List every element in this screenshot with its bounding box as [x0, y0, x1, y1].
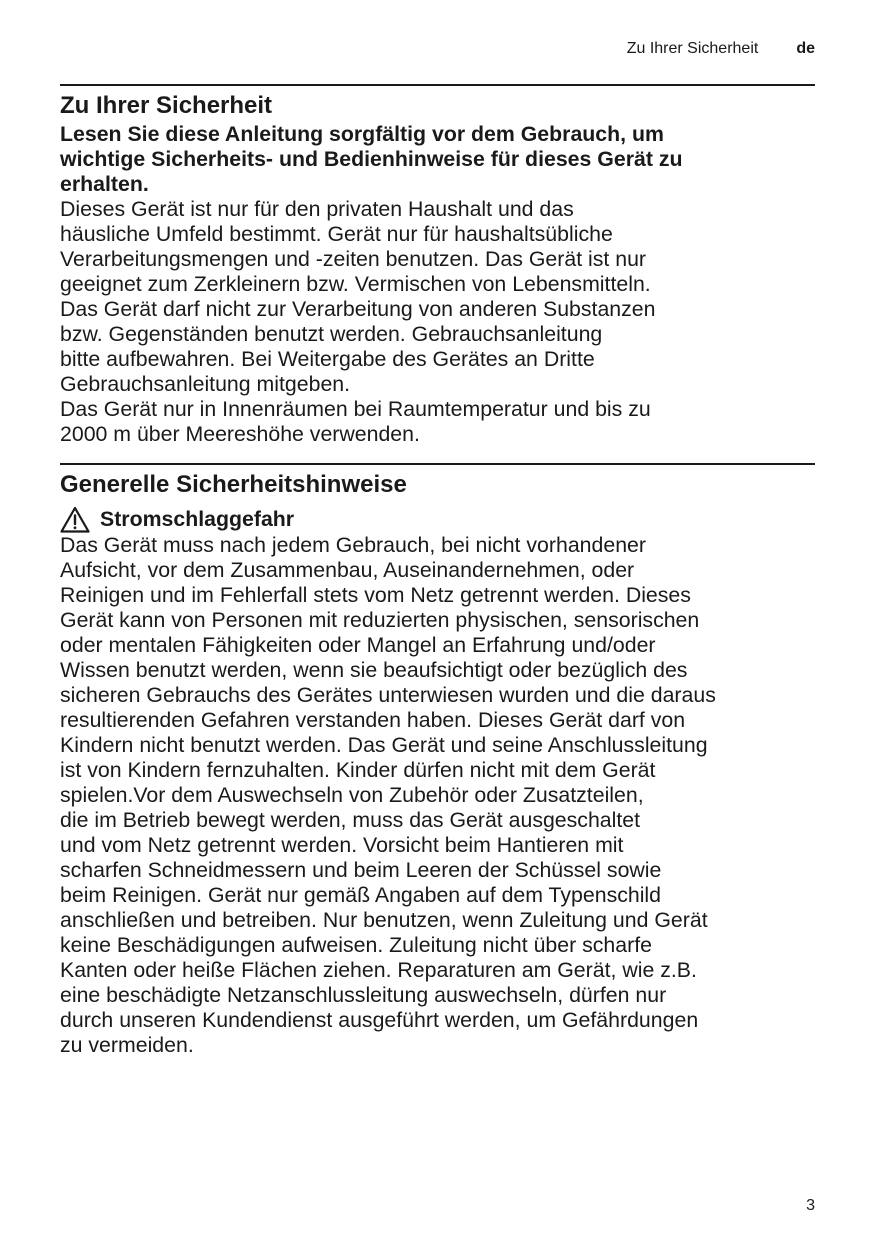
section-heading: Generelle Sicherheitshinweise	[60, 471, 407, 498]
running-header-title: Zu Ihrer Sicherheit	[626, 40, 759, 57]
warning-heading	[60, 506, 820, 533]
section-general-safety	[60, 469, 820, 1058]
section-safety-intro	[60, 90, 820, 447]
intro-bold-paragraph: Lesen Sie diese Anleitung sorgfältig vor dem Gebrauch, um wichtige Sicherheits- und Bedienhinweise für dieses Gerät zu erhalten.	[60, 122, 683, 196]
page-number: 3	[806, 1197, 815, 1214]
warning-triangle-icon	[60, 506, 90, 533]
section-divider-top	[60, 84, 815, 86]
running-header	[627, 40, 815, 58]
warning-title: Stromschlaggefahr	[100, 507, 295, 531]
language-code: de	[796, 40, 815, 57]
intro-body-paragraph: Dieses Gerät ist nur für den privaten Haushalt und das häusliche Umfeld bestimmt. Gerät nur für haushaltsübliche Verarbeitungsmengen und -zeiten benutzen. Das Gerät ist nur geeignet zum Zerkleinern bzw. Vermischen von Lebensmitteln. Das Gerät darf nicht zur Verarbeitung von anderen Substanzen bzw. Gegenständen benutzt werden. Gebrauchsanleitung bitte aufbewahren. Bei Weitergabe des Gerätes an Dritte Gebrauchsanleitung mitgeben. Das Gerät nur in Innenräumen bei Raumtemperatur und bis zu 2000 m über Meereshöhe verwenden.	[60, 197, 656, 446]
general-safety-body: Das Gerät muss nach jedem Gebrauch, bei nicht vorhandener Aufsicht, vor dem Zusammenbau, Auseinandernehmen, oder Reinigen und im Fehlerfall stets vom Netz getrennt werden. Dieses Gerät kann von Personen mit reduzierten physischen, sensorischen oder mentalen Fähigkeiten oder Mangel an Erfahrung und/oder Wissen benutzt werden, wenn sie beaufsichtigt oder bezüglich des sicheren Gebrauchs des Gerätes unterwiesen wurden und die daraus resultierenden Gefahren verstanden haben. Dieses Gerät darf von Kindern nicht benutzt werden. Das Gerät und seine Anschlussleitung ist von Kindern fernzuhalten. Kinder dürfen nicht mit dem Gerät spielen.Vor dem Auswechseln von Zubehör oder Zusatzteilen, die im Betrieb bewegt werden, muss das Gerät ausgeschaltet und vom Netz getrennt werden. Vorsicht beim Hantieren mit scharfen Schneidmessern und beim Leeren der Schüssel sowie beim Reinigen. Gerät nur gemäß Angaben auf dem Typenschild anschließen und betreiben. Nur benutzen, wenn Zuleitung und Gerät keine Beschädigungen aufweisen. Zuleitung nicht über scharfe Kanten oder heiße Flächen ziehen. Reparaturen am Gerät, wie z.B. eine beschädigte Netzanschlussleitung auswechseln, dürfen nur durch unseren Kundendienst ausgeführt werden, um Gefährdungen zu vermeiden.	[60, 533, 716, 1057]
section-heading: Zu Ihrer Sicherheit	[60, 92, 273, 119]
section-divider-general	[60, 463, 815, 465]
